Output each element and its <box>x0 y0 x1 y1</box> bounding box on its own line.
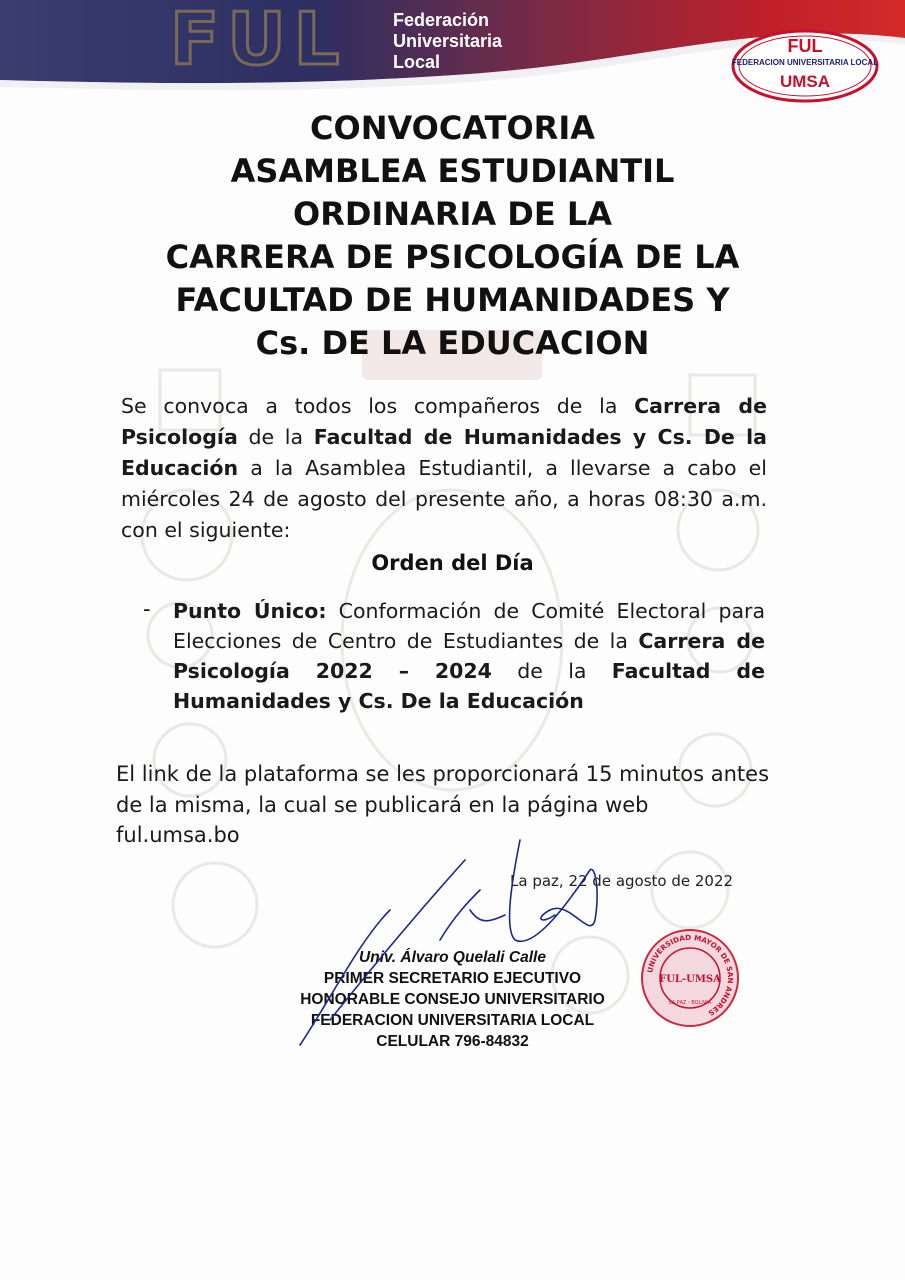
title-line: ASAMBLEA ESTUDIANTIL <box>230 152 675 190</box>
intro-bold-text: Carrera de Psicología <box>121 394 767 449</box>
organization-name-line: Federación <box>393 10 490 30</box>
title-line: Cs. DE LA EDUCACION <box>255 324 650 362</box>
seal-text: UMSA <box>779 72 831 91</box>
emblem-icon <box>173 863 257 947</box>
agenda-text: Conformación de Comité Electoral para Elecciones de Centro de Estudiantes de la <box>173 599 766 653</box>
stamp-ring-text: UNIVERSIDAD MAYOR DE SAN ANDRES <box>645 932 736 1018</box>
signatory-phone: CELULAR 796-84832 <box>376 1033 529 1050</box>
agenda-bold-text: Punto Único: <box>173 599 327 623</box>
ful-umsa-seal <box>730 28 880 104</box>
organization-name-line: Universitaria <box>393 31 503 51</box>
intro-text: de la <box>237 425 314 449</box>
agenda-bold-text: Carrera de Psicología 2022 – 2024 <box>173 629 765 683</box>
agenda-heading: Orden del Día <box>371 551 534 575</box>
closing-paragraph: El link de la plataforma se les proporcionará 15 minutos antes de la misma, la cual se publicará en la página web ful.umsa.bo <box>116 762 770 847</box>
signatory-role: FEDERACION UNIVERSITARIA LOCAL <box>310 1012 595 1029</box>
intro-text: Se convoca a todos los compañeros de la <box>121 394 635 418</box>
intro-paragraph <box>121 391 767 546</box>
handwritten-signature <box>290 830 650 1060</box>
logo-letter: U <box>227 0 290 81</box>
date-line: La paz, 22 de agosto de 2022 <box>510 872 734 890</box>
title-line: CONVOCATORIA <box>310 109 595 147</box>
logo-letter: L <box>293 0 344 81</box>
organization-name <box>393 10 502 73</box>
title-line: CARRERA DE PSICOLOGÍA DE LA <box>165 238 740 276</box>
agenda-bold-text: Facultad de Humanidades y Cs. De la Educación <box>173 659 765 713</box>
agenda-text: de la <box>491 659 612 683</box>
emblem-icon <box>652 852 728 928</box>
announcement-title <box>90 107 815 365</box>
intro-text: a la Asamblea Estudiantil, a llevarse a cabo el miércoles 24 de agosto del presente año, a horas 08:30 a.m. con el siguiente: <box>121 456 767 542</box>
title-line: FACULTAD DE HUMANIDADES Y <box>175 281 730 319</box>
title-line: ORDINARIA DE LA <box>292 195 613 233</box>
organization-name-line: Local <box>393 52 441 72</box>
agenda-item <box>173 596 765 716</box>
signatory-role: HONORABLE CONSEJO UNIVERSITARIO <box>300 991 605 1008</box>
stamp-bottom-text: LA PAZ - BOLIVIA <box>668 1000 712 1006</box>
stamp-center-text: FUL-UMSA <box>659 974 721 985</box>
ful-logo <box>170 0 344 81</box>
seal-text: FEDERACION UNIVERSITARIA LOCAL <box>731 58 879 67</box>
official-stamp <box>640 928 740 1028</box>
list-bullet: - <box>143 597 151 621</box>
signatory-role: PRIMER SECRETARIO EJECUTIVO <box>323 970 582 987</box>
seal-text: FUL <box>787 36 823 56</box>
intro-bold-text: Facultad de Humanidades y Cs. De la Educación <box>121 425 767 480</box>
signatory-name: Univ. Álvaro Quelali Calle <box>359 949 546 966</box>
logo-letter: F <box>170 0 224 81</box>
